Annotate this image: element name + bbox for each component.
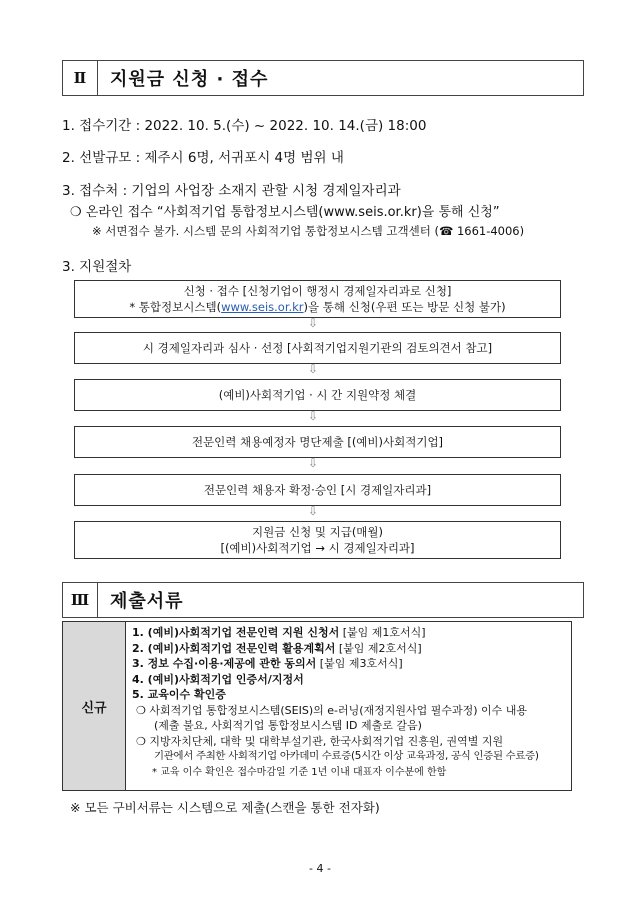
seis-link[interactable]: www.seis.or.kr [221,300,304,314]
documents-footnote: ※ 모든 구비서류는 시스템으로 제출(스캔을 통한 전자화) [70,800,380,815]
education-bullet-2-line2: 기관에서 주최한 사회적기업 아카데미 수료증(5시간 이상 교육과정, 공식 인증된 수료증) [154,750,539,762]
documents-list [126,622,571,790]
document-item: 4. (예비)사회적기업 인증서/지정서 [132,672,304,686]
flow-step-candidate-list: 전문인력 채용예정자 명단제출 [(예비)사회적기업] [74,426,561,458]
section-2-header [62,60,584,96]
education-bullet-1-line2: (제출 불요, 사회적기업 통합정보시스템 ID 제출로 갈음) [154,719,422,732]
page-number: - 4 - [309,862,331,875]
flow-arrow-icon: ⇩ [308,362,319,376]
documents-table [62,621,572,791]
reception-period: 1. 접수기간 : 2022. 10. 5.(수) ~ 2022. 10. 14.(금) 18:00 [62,118,427,134]
section-2-numeral: Ⅱ [63,61,98,95]
flow-step-application-line2: * 통합정보시스템(www.seis.or.kr)을 통해 신청(우편 또는 방문 신청 불가) [129,300,506,314]
procedure-heading: 3. 지원절차 [62,259,132,275]
document-item: 3. 정보 수집·이용·제공에 관한 동의서 [붙임 제3호서식] [132,657,403,670]
education-note: * 교육 이수 확인은 접수마감일 기준 1년 이내 대표자 이수분에 한함 [152,766,447,778]
flow-arrow-icon: ⇩ [308,409,319,423]
education-bullet-1-line1: ❍ 사회적기업 통합정보시스템(SEIS)의 e-러닝(재정지원사업 필수과정) 이수 내용 [136,703,528,717]
flow-arrow-icon: ⇩ [308,456,319,470]
flow-step-approval: 전문인력 채용자 확정·승인 [시 경제일자리과] [74,474,561,506]
flow-step-application [74,280,561,318]
online-reception: ❍ 온라인 접수 “사회적기업 통합정보시스템(www.seis.or.kr)을 통해 신청” [70,205,500,220]
section-3-numeral: Ⅲ [63,583,98,617]
flow-step-payment: 지원금 신청 및 지급(매월) [(예비)사회적기업 → 시 경제일자리과] [74,521,561,559]
online-reception-note: ※ 서면접수 불가. 시스템 문의 사회적기업 통합정보시스템 고객센터 (☎ 1661-4006) [92,224,525,238]
document-item: 5. 교육이수 확인증 [132,688,226,701]
documents-table-label: 신규 [63,622,126,790]
flow-step-review: 시 경제일자리과 심사 · 선정 [사회적기업지원기관의 검토의견서 참고] [74,332,561,364]
section-3-header [62,582,584,618]
education-bullet-2-line1: ❍ 지방자치단체, 대학 및 대학부설기관, 한국사회적기업 진흥원, 권역별 지원 [136,734,504,748]
document-item: 2. (예비)사회적기업 전문인력 활용계획서 [붙임 제2호서식] [132,641,422,655]
section-3-title: 제출서류 [110,591,184,612]
section-2-title: 지원금 신청 · 접수 [110,69,269,90]
flow-arrow-icon: ⇩ [308,504,319,518]
flow-arrow-icon: ⇩ [308,316,319,330]
document-item: 1. (예비)사회적기업 전문인력 지원 신청서 [붙임 제1호서식] [132,626,426,639]
flow-step-agreement: (예비)사회적기업 · 시 간 지원약정 체결 [74,379,561,411]
reception-place: 3. 접수처 : 기업의 사업장 소재지 관할 시청 경제일자리과 [62,183,401,199]
selection-scale: 2. 선발규모 : 제주시 6명, 서귀포시 4명 범위 내 [62,150,344,166]
flow-step-application-line1: 신청 · 접수 [신청기업이 행정시 경제일자리과로 신청] [183,284,452,298]
